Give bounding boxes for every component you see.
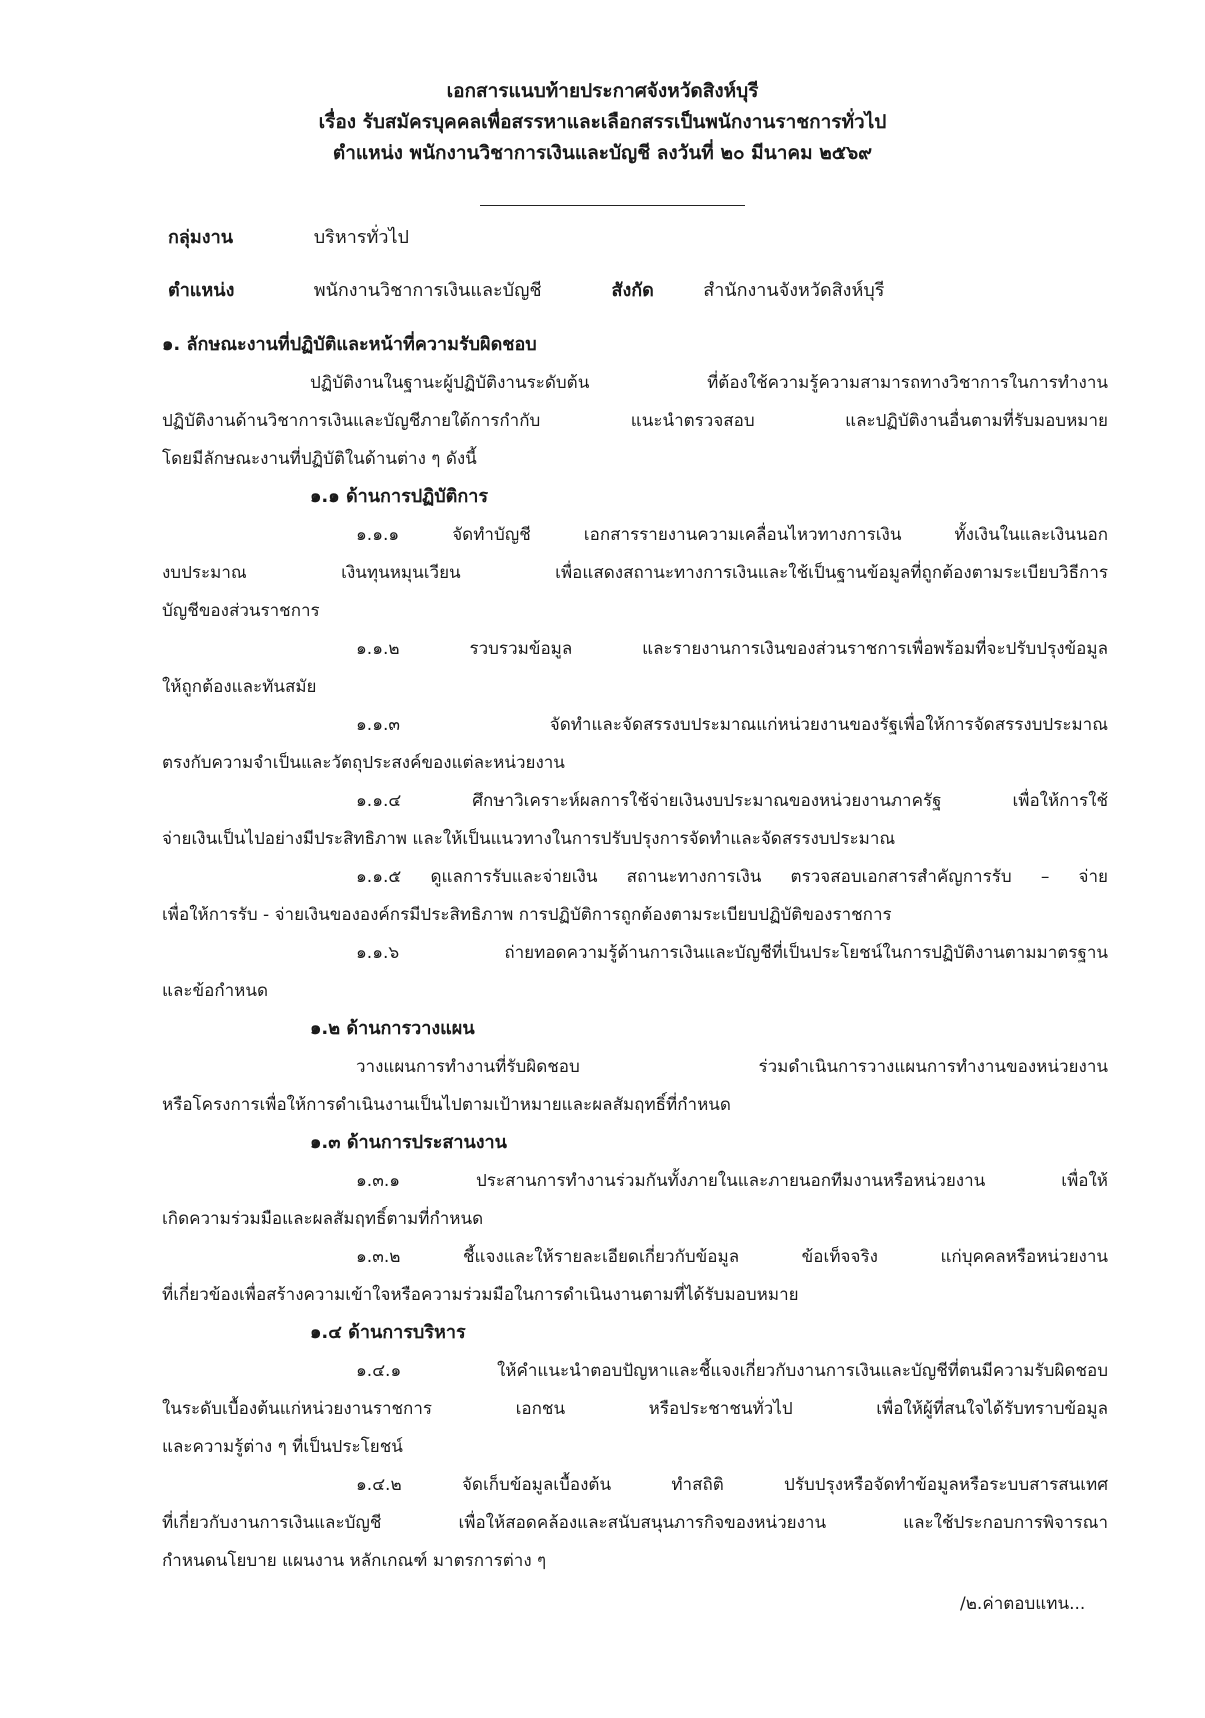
item-1-1-6-line: ๑.๑.๖ ถ่ายทอดความรู้ด้านการเงินและบัญชีที่เป็นประโยชน์ในการปฏิบัติงานตามมาตรฐาน [356, 943, 1108, 963]
item-1-1-1-line: ๑.๑.๑ จัดทำบัญชี เอกสารรายงานความเคลื่อนไหวทางการเงิน ทั้งเงินในและเงินนอก [356, 525, 1108, 545]
item-1-1-4-line: ๑.๑.๔ ศึกษาวิเคราะห์ผลการใช้จ่ายเงินงบประมาณของหน่วยงานภาครัฐ เพื่อให้การใช้ [356, 791, 1108, 811]
intro-line: โดยมีลักษณะงานที่ปฏิบัติในด้านต่าง ๆ ดังนี้ [162, 449, 477, 469]
document-title-block [0, 76, 1205, 169]
title-divider [480, 205, 745, 206]
section-1-3-heading: ๑.๓ ด้านการประสานงาน [310, 1132, 507, 1153]
item-1-4-2-line: ๑.๔.๒ จัดเก็บข้อมูลเบื้องต้น ทำสถิติ ปรับปรุงหรือจัดทำข้อมูลหรือระบบสารสนเทศ [356, 1475, 1108, 1495]
section-1-2-line: หรือโครงการเพื่อให้การดำเนินงานเป็นไปตามเป้าหมายและผลสัมฤทธิ์ที่กำหนด [162, 1095, 731, 1115]
section-1-2-line: วางแผนการทำงานที่รับผิดชอบ ร่วมดำเนินการวางแผนการทำงานของหน่วยงาน [356, 1057, 1108, 1077]
position-label: ตำแหน่ง [168, 280, 235, 301]
item-1-4-2-line: ที่เกี่ยวกับงานการเงินและบัญชี เพื่อให้สอดคล้องและสนับสนุนภารกิจของหน่วยงาน และใช้ประกอบการพิจารณา [162, 1513, 1108, 1533]
affiliation-label: สังกัด [611, 280, 654, 301]
item-1-4-1-line: ๑.๔.๑ ให้คำแนะนำตอบปัญหาและชี้แจงเกี่ยวกับงานการเงินและบัญชีที่ตนมีความรับผิดชอบ [356, 1361, 1108, 1381]
item-1-1-5-line: ๑.๑.๕ ดูแลการรับและจ่ายเงิน สถานะทางการเงิน ตรวจสอบเอกสารสำคัญการรับ – จ่าย [356, 867, 1108, 887]
section-1-4-heading: ๑.๔ ด้านการบริหาร [310, 1322, 466, 1343]
item-1-1-1-line: งบประมาณ เงินทุนหมุนเวียน เพื่อแสดงสถานะทางการเงินและใช้เป็นฐานข้อมูลที่ถูกต้องตามระเบียบวิธีการ [162, 563, 1108, 583]
item-1-4-1-line: และความรู้ต่าง ๆ ที่เป็นประโยชน์ [162, 1437, 403, 1457]
item-1-1-3-line: ๑.๑.๓ จัดทำและจัดสรรงบประมาณแก่หน่วยงานของรัฐเพื่อให้การจัดสรรงบประมาณ [356, 715, 1108, 735]
continuation-note: /๒.ค่าตอบแทน... [960, 1594, 1086, 1614]
position-value: พนักงานวิชาการเงินและบัญชี [313, 280, 542, 301]
item-1-4-2-line: กำหนดนโยบาย แผนงาน หลักเกณฑ์ มาตรการต่าง ๆ [162, 1551, 547, 1571]
intro-line: ปฏิบัติงานด้านวิชาการเงินและบัญชีภายใต้การกำกับ แนะนำตรวจสอบ และปฏิบัติงานอื่นตามที่รับมอบหมาย [162, 411, 1108, 431]
item-1-3-1-line: ๑.๓.๑ ประสานการทำงานร่วมกันทั้งภายในและภายนอกทีมงานหรือหน่วยงาน เพื่อให้ [356, 1171, 1108, 1191]
title-line-3: ตำแหน่ง พนักงานวิชาการเงินและบัญชี ลงวันที่ ๒๐ มีนาคม ๒๕๖๙ [332, 142, 873, 164]
item-1-3-2-line: ที่เกี่ยวข้องเพื่อสร้างความเข้าใจหรือความร่วมมือในการดำเนินงานตามที่ได้รับมอบหมาย [162, 1285, 799, 1305]
section-1-heading: ๑. ลักษณะงานที่ปฏิบัติและหน้าที่ความรับผิดชอบ [162, 334, 537, 355]
title-line-1: เอกสารแนบท้ายประกาศจังหวัดสิงห์บุรี [446, 80, 759, 102]
item-1-3-1-line: เกิดความร่วมมือและผลสัมฤทธิ์ตามที่กำหนด [162, 1209, 484, 1229]
title-line-2: เรื่อง รับสมัครบุคคลเพื่อสรรหาและเลือกสรรเป็นพนักงานราชการทั่วไป [318, 111, 887, 133]
item-1-1-1-line: บัญชีของส่วนราชการ [162, 601, 320, 621]
affiliation-value: สำนักงานจังหวัดสิงห์บุรี [703, 280, 885, 301]
section-1-1-heading: ๑.๑ ด้านการปฏิบัติการ [310, 486, 489, 507]
work-group-label: กลุ่มงาน [168, 227, 233, 248]
item-1-1-2-line: ๑.๑.๒ รวบรวมข้อมูล และรายงานการเงินของส่วนราชการเพื่อพร้อมที่จะปรับปรุงข้อมูล [356, 639, 1108, 659]
item-1-1-4-line: จ่ายเงินเป็นไปอย่างมีประสิทธิภาพ และให้เป็นแนวทางในการปรับปรุงการจัดทำและจัดสรรงบประมาณ [162, 829, 896, 849]
item-1-1-6-line: และข้อกำหนด [162, 981, 269, 1001]
work-group-row [168, 225, 409, 251]
item-1-3-2-line: ๑.๓.๒ ชี้แจงและให้รายละเอียดเกี่ยวกับข้อมูล ข้อเท็จจริง แก่บุคคลหรือหน่วยงาน [356, 1247, 1108, 1267]
work-group-value: บริหารทั่วไป [313, 227, 409, 248]
item-1-1-2-line: ให้ถูกต้องและทันสมัย [162, 677, 317, 697]
item-1-1-3-line: ตรงกับความจำเป็นและวัตถุประสงค์ของแต่ละหน่วยงาน [162, 753, 565, 773]
position-row [168, 278, 884, 304]
document-body [162, 326, 1108, 1580]
item-1-4-1-line: ในระดับเบื้องต้นแก่หน่วยงานราชการ เอกชน หรือประชาชนทั่วไป เพื่อให้ผู้ที่สนใจได้รับทราบข้อมูล [162, 1399, 1108, 1419]
item-1-1-5-line: เพื่อให้การรับ - จ่ายเงินขององค์กรมีประสิทธิภาพ การปฏิบัติการถูกต้องตามระเบียบปฏิบัติของราชการ [162, 905, 892, 925]
intro-line: ปฏิบัติงานในฐานะผู้ปฏิบัติงานระดับต้น ที่ต้องใช้ความรู้ความสามารถทางวิชาการในการทำงาน [310, 373, 1108, 393]
section-1-2-heading: ๑.๒ ด้านการวางแผน [310, 1018, 475, 1039]
